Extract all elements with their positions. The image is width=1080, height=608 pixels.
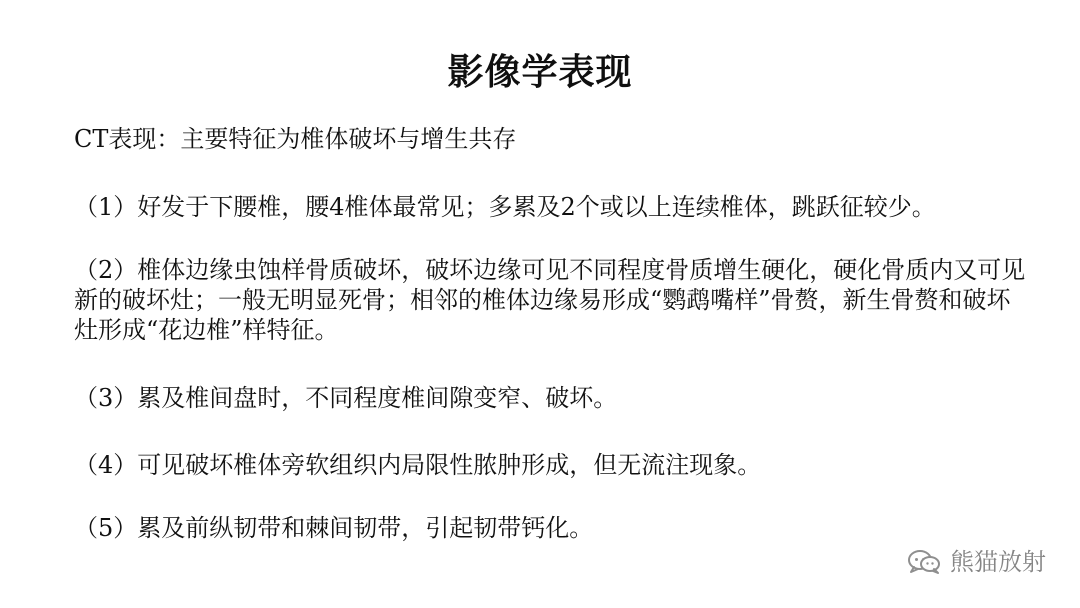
point-4: （4）可见破坏椎体旁软组织内局限性脓肿形成，但无流注现象。 xyxy=(74,451,762,479)
watermark-label: 熊猫放射 xyxy=(950,548,1046,576)
point-2: （2）椎体边缘虫蚀样骨质破坏，破坏边缘可见不同程度骨质增生硬化，硬化骨质内又可见新的破坏灶；一般无明显死骨；相邻的椎体边缘易形成“鹦鹉嘴样”骨赘，新生骨赘和破坏灶形成“花边椎”样特征。 xyxy=(74,256,1026,344)
slide-title: 影像学表现 xyxy=(447,51,633,93)
wechat-icon xyxy=(906,548,942,576)
ct-summary: CT表现：主要特征为椎体破坏与增生共存 xyxy=(74,125,517,153)
point-5: （5）累及前纵韧带和棘间韧带，引起韧带钙化。 xyxy=(74,514,594,542)
watermark xyxy=(906,548,1046,576)
point-1: （1）好发于下腰椎，腰4椎体最常见；多累及2个或以上连续椎体，跳跃征较少。 xyxy=(74,193,936,221)
point-3: （3）累及椎间盘时，不同程度椎间隙变窄、破坏。 xyxy=(74,384,618,412)
